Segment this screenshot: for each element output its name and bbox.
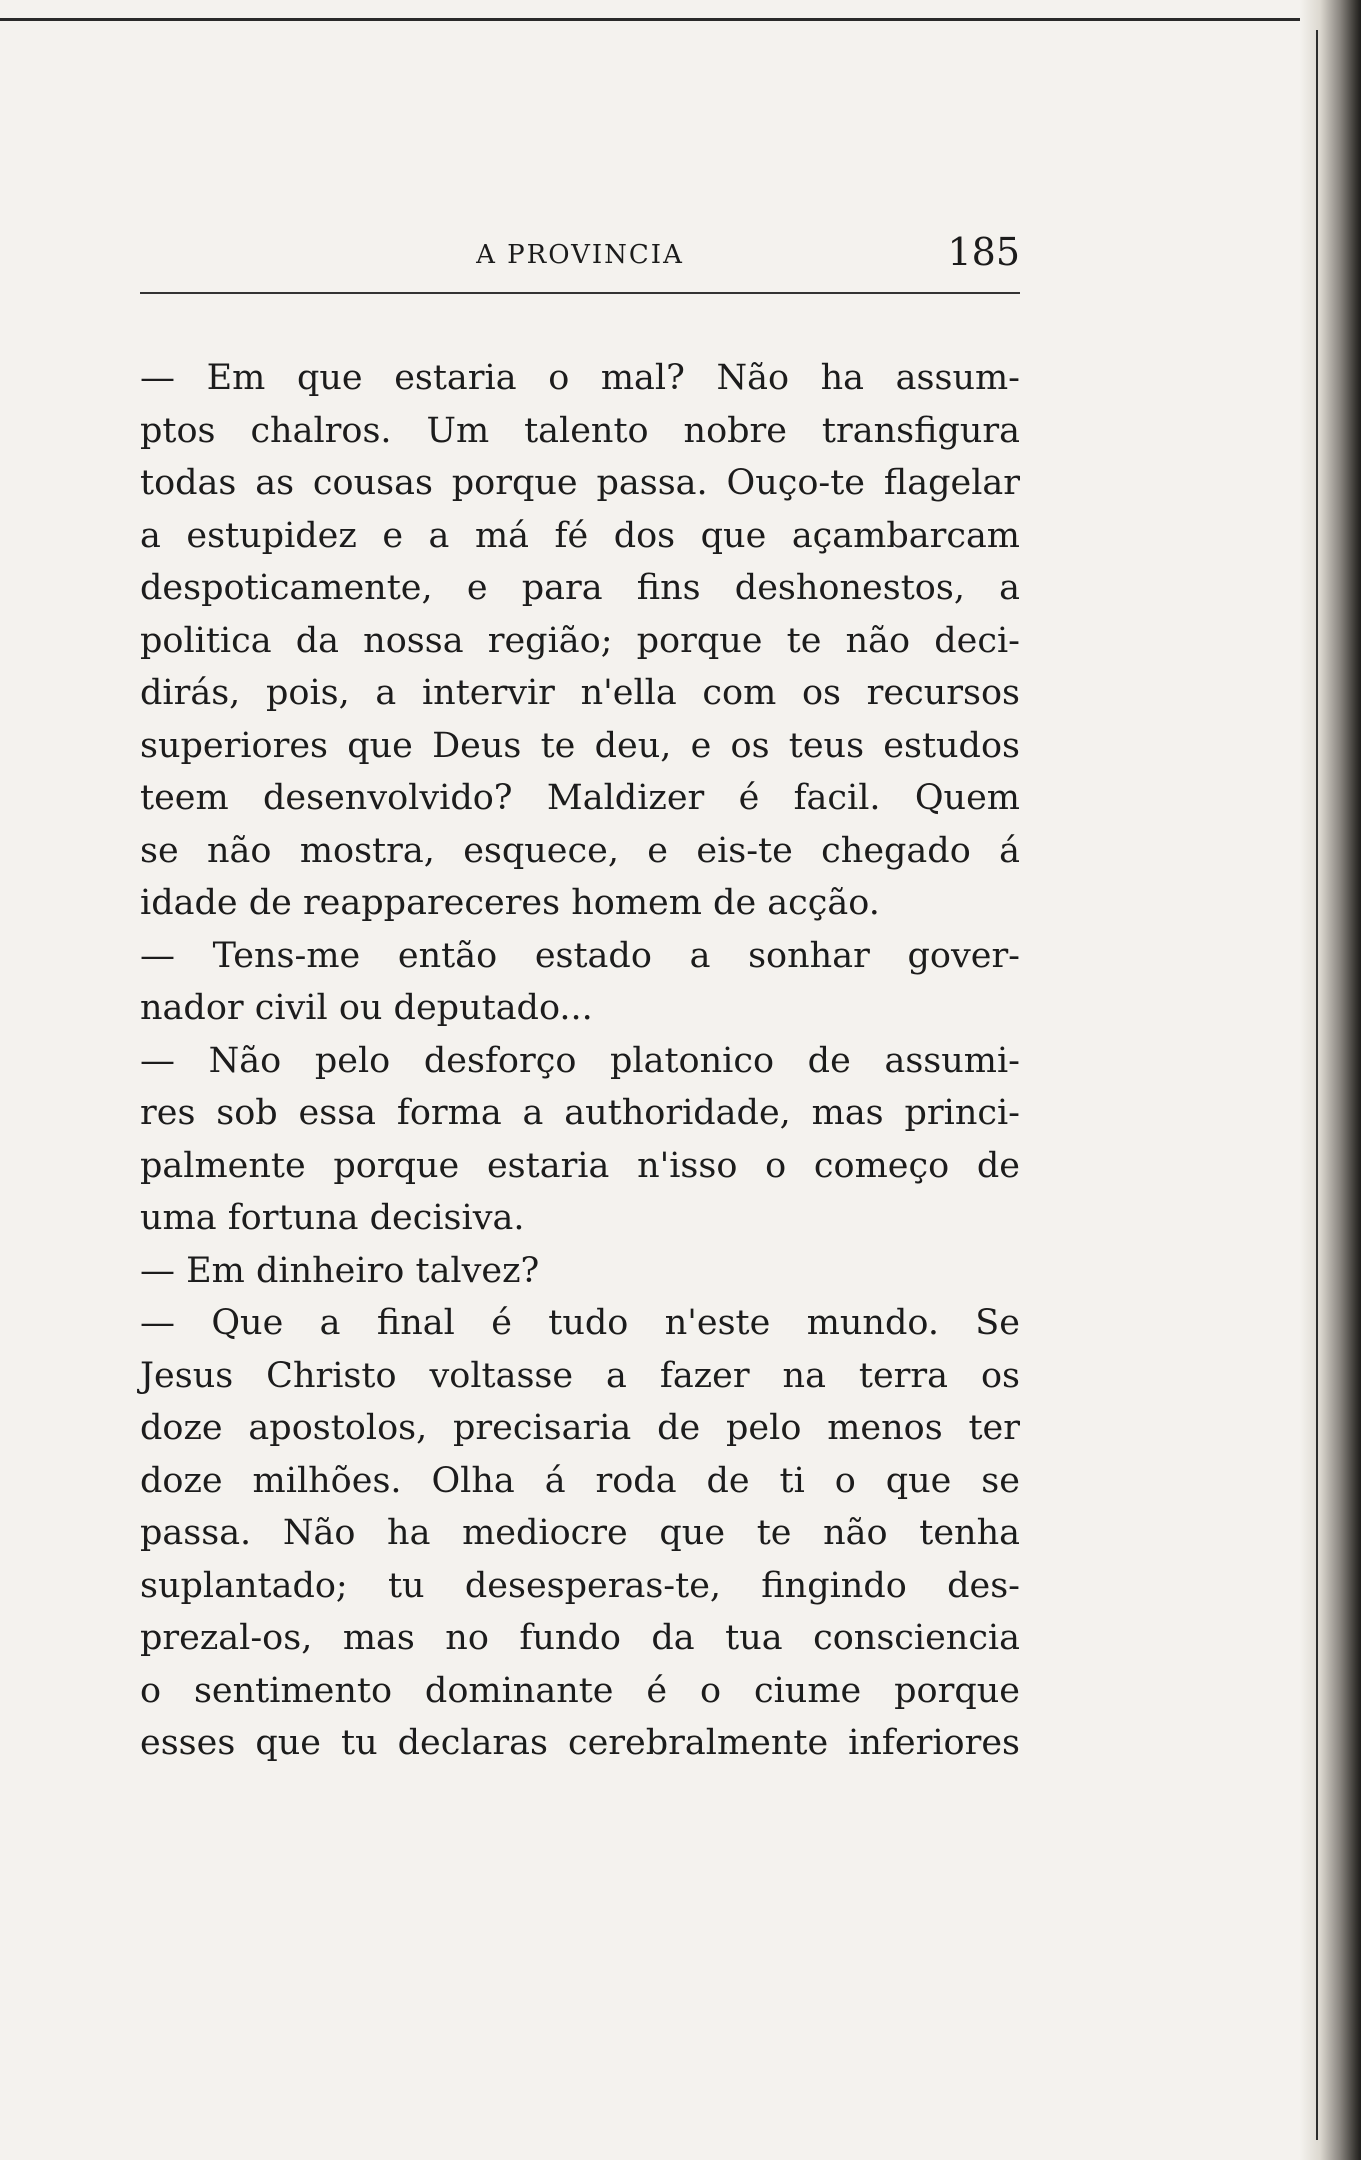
- text-line: se não mostra, esquece, e eis-te chegado á: [140, 830, 1020, 871]
- text-line: res sob essa forma a authoridade, mas princi-: [140, 1093, 1020, 1133]
- text-line: o sentimento dominante é o ciume porque: [140, 1670, 1020, 1711]
- text-line: suplantado; tu desesperas-te, fingindo des-: [140, 1565, 1020, 1606]
- text-line: passa. Não ha mediocre que te não tenha: [140, 1513, 1020, 1553]
- text-line: — Tens-me então estado a sonhar gover-: [140, 935, 1020, 976]
- text-line: — Em que estaria o mal? Não ha assum-: [140, 358, 1020, 398]
- text-line: prezal-os, mas no fundo da tua consciencia: [140, 1618, 1020, 1658]
- text-line: palmente porque estaria n'isso o começo de: [140, 1145, 1020, 1186]
- text-line: — Não pelo desforço platonico de assumi-: [140, 1040, 1020, 1081]
- text-line: despoticamente, e para fins deshonestos, a: [140, 568, 1020, 608]
- scan-top-edge: [0, 18, 1320, 21]
- binding-line: [1316, 30, 1318, 2140]
- text-line: doze apostolos, precisaria de pelo menos ter: [140, 1408, 1020, 1448]
- text-line: esses que tu declaras cerebralmente inferiores: [140, 1723, 1020, 1763]
- text-line: uma fortuna decisiva.: [140, 1198, 525, 1238]
- text-line: ptos chalros. Um talento nobre transfigura: [140, 410, 1020, 451]
- text-line: todas as cousas porque passa. Ouço-te flagelar: [140, 463, 1020, 503]
- header-rule: [140, 292, 1020, 294]
- text-line: politica da nossa região; porque te não deci-: [140, 620, 1020, 661]
- text-line: dirás, pois, a intervir n'ella com os recursos: [140, 673, 1020, 713]
- running-header: [140, 230, 1020, 290]
- text-line: Jesus Christo voltasse a fazer na terra os: [140, 1355, 1020, 1396]
- page-number: 185: [947, 230, 1020, 274]
- body-text: [140, 352, 1020, 1770]
- text-line: — Que a final é tudo n'este mundo. Se: [140, 1303, 1020, 1343]
- text-line: doze milhões. Olha á roda de ti o que se: [140, 1460, 1020, 1501]
- text-line: nador civil ou deputado...: [140, 988, 593, 1028]
- text-line: idade de reappareceres homem de acção.: [140, 883, 880, 923]
- running-title: A PROVINCIA: [476, 240, 684, 270]
- text-line: teem desenvolvido? Maldizer é facil. Quem: [140, 778, 1020, 818]
- text-line: a estupidez e a má fé dos que açambarcam: [140, 515, 1020, 556]
- page-gutter-shadow: [1300, 0, 1361, 2160]
- text-line: superiores que Deus te deu, e os teus estudos: [140, 725, 1020, 766]
- text-line: — Em dinheiro talvez?: [140, 1250, 540, 1291]
